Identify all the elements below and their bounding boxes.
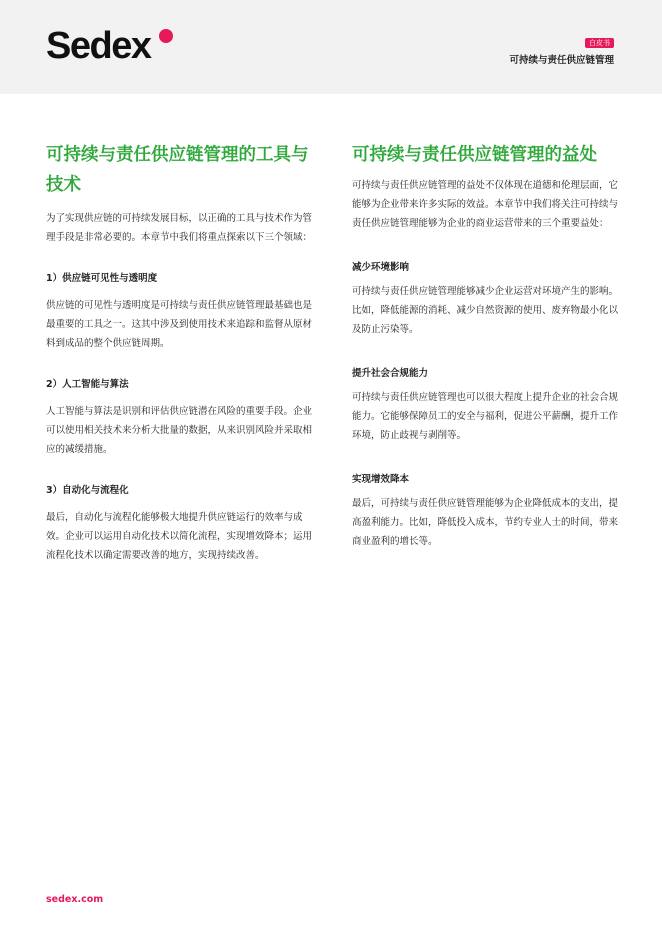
- right-column: [352, 140, 618, 551]
- section-body-environment: 可持续与责任供应链管理能够减少企业运营对环境产生的影响。比如，降低能源的消耗、减少自然资源的使用、废弃物最小化以及防止污染等。: [352, 286, 619, 335]
- section-heading-visibility: 1）供应链可见性与透明度: [46, 273, 158, 284]
- right-section-title: 可持续与责任供应链管理的益处: [352, 145, 597, 165]
- right-intro-paragraph: 可持续与责任供应链管理的益处不仅体现在道德和伦理层面，它能够为企业带来许多实际的效益。本章节中我们将关注可持续与责任供应链管理能够为企业的商业运营带来的三个重要益处：: [352, 180, 619, 229]
- section-heading-ai: 2）人工智能与算法: [46, 379, 129, 390]
- document-type-badge: 白皮书: [585, 38, 614, 48]
- header-document-title: 可持续与责任供应链管理: [509, 55, 614, 66]
- sedex-logo[interactable]: [46, 26, 186, 66]
- section-heading-social-compliance: 提升社会合规能力: [352, 368, 429, 379]
- section-body-visibility: 供应链的可见性与透明度是可持续与责任供应链管理最基础也是最重要的工具之一。这其中涉及到使用技术来追踪和监督从原材料到成品的整个供应链周期。: [46, 300, 313, 349]
- section-heading-automation: 3）自动化与流程化: [46, 485, 129, 496]
- section-body-efficiency: 最后，可持续与责任供应链管理能够为企业降低成本的支出，提高盈利能力。比如，降低投入成本，节约专业人士的时间，带来商业盈利的增长等。: [352, 498, 619, 547]
- footer-website-link[interactable]: sedex.com: [46, 894, 104, 905]
- section-body-social-compliance: 可持续与责任供应链管理也可以很大程度上提升企业的社会合规能力。它能够保障员工的安全与福利，促进公平薪酬，提升工作环境，防止歧视与剥削等。: [352, 392, 619, 441]
- logo-dot-icon: [159, 29, 173, 43]
- logo-wordmark: Sedex: [46, 25, 151, 67]
- section-heading-efficiency: 实现增效降本: [352, 474, 410, 485]
- left-intro-paragraph: 为了实现供应链的可持续发展目标，以正确的工具与技术作为管理手段是非常必要的。本章节中我们将重点探索以下三个领域：: [46, 213, 313, 243]
- left-column: [46, 140, 316, 565]
- section-body-ai: 人工智能与算法是识别和评估供应链潜在风险的重要手段。企业可以使用相关技术来分析大批量的数据，从来识别风险并采取相应的减缓措施。: [46, 406, 313, 455]
- left-section-title: 可持续与责任供应链管理的工具与技术: [46, 145, 309, 195]
- page-header: [0, 0, 662, 94]
- section-heading-environment: 减少环境影响: [352, 262, 410, 273]
- section-body-automation: 最后，自动化与流程化能够极大地提升供应链运行的效率与成效。企业可以运用自动化技术以简化流程，实现增效降本；运用流程化技术以确定需要改善的地方，实现持续改善。: [46, 512, 313, 561]
